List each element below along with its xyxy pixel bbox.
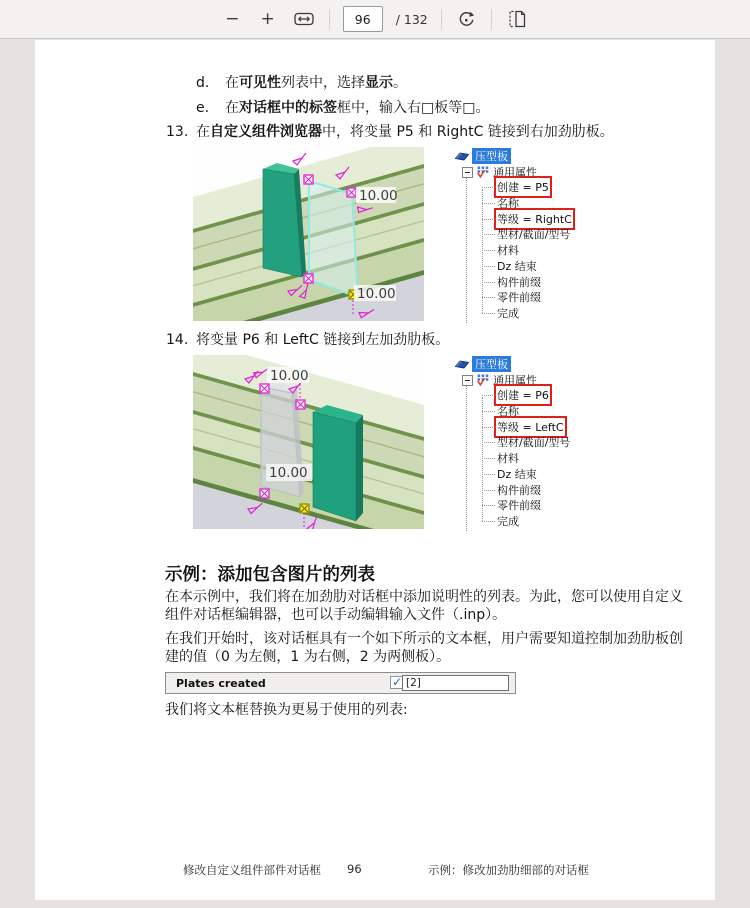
step-text: 框中，输入右□板等□。 — [337, 100, 490, 116]
tree-item-label: 型材/截面/型号 — [497, 228, 571, 241]
tree-item-label: 完成 — [497, 307, 519, 320]
page-view-icon — [507, 10, 527, 28]
dimension-label: 10.00 — [269, 465, 308, 481]
fit-to-width-icon — [294, 11, 314, 27]
step-text-bold: 自定义组件浏览器 — [210, 124, 322, 140]
tree-item — [497, 212, 572, 226]
tree-item-label: 等级 = LeftC — [497, 421, 564, 434]
tree-item — [497, 227, 570, 241]
paragraph-line: 在本示例中，我们将在加劲肋对话框中添加说明性的列表。为此，您可以使用自定义 — [165, 589, 683, 605]
tree-group-label: 通用属性 — [493, 374, 537, 387]
tree-connector — [482, 397, 483, 521]
step-text: 中，将变量 P5 和 RightC 链接到右加劲肋板。 — [322, 124, 614, 140]
fit-to-width-button[interactable] — [292, 9, 316, 29]
component-browser-tree-2 — [455, 357, 635, 533]
plate-icon — [455, 151, 469, 162]
rotate-button[interactable] — [455, 8, 478, 31]
dimension-label: 10.00 — [357, 286, 396, 302]
dimension-label: 10.00 — [270, 368, 309, 384]
step-marker: 14. — [166, 332, 189, 348]
tree-item-label: Dz 结束 — [497, 260, 537, 273]
step-text: 在 — [196, 124, 210, 140]
page-view-button[interactable] — [505, 8, 529, 30]
tree-item — [497, 388, 549, 402]
tree-item-label: 名称 — [497, 197, 519, 210]
tree-item — [497, 259, 537, 273]
tree-item-label: 型材/截面/型号 — [497, 436, 571, 449]
tree-root-label: 压型板 — [472, 148, 511, 164]
collapse-icon — [462, 375, 473, 386]
component-browser-tree-1 — [455, 149, 635, 325]
plates-created-field-image — [165, 672, 516, 694]
step-text: 列表中，选择 — [281, 75, 365, 91]
tree-connector — [482, 189, 483, 313]
tree-root-row — [455, 357, 511, 371]
page-total-label: / 132 — [395, 11, 428, 27]
rotate-icon — [457, 10, 476, 29]
footer-left: 修改自定义组件部件对话框 — [183, 863, 321, 877]
tree-item-label: 名称 — [497, 405, 519, 418]
tree-item — [497, 451, 519, 465]
zoom-in-button[interactable]: + — [256, 9, 278, 30]
tree-root-label: 压型板 — [472, 356, 511, 372]
zoom-out-button[interactable]: − — [221, 9, 243, 30]
step-14 — [166, 332, 449, 349]
toolbar-divider — [441, 9, 442, 30]
tree-item — [497, 196, 519, 210]
document-page — [35, 40, 715, 900]
step-e — [196, 100, 489, 117]
footer-right: 示例：修改加劲肋细部的对话框 — [428, 863, 589, 877]
step-text: 在 — [225, 75, 239, 91]
tree-item — [497, 290, 541, 304]
step-marker: 13. — [166, 124, 189, 140]
tree-item-label: Dz 结束 — [497, 468, 537, 481]
tree-item-label: 构件前缀 — [497, 276, 541, 289]
section-heading: 示例：添加包含图片的列表 — [165, 565, 375, 585]
tree-item — [497, 243, 519, 257]
tree-group-row — [462, 373, 537, 387]
tree-item-label: 构件前缀 — [497, 484, 541, 497]
tree-item — [497, 498, 541, 512]
tree-item — [497, 435, 570, 449]
tree-item — [497, 514, 519, 528]
properties-icon — [477, 166, 489, 178]
tree-item-label: 零件前缀 — [497, 499, 541, 512]
tree-item — [497, 467, 537, 481]
step-text-bold: 对话框中的标签 — [239, 100, 337, 116]
tree-item — [497, 306, 519, 320]
check-glyph: ✓ — [392, 675, 403, 689]
plate-icon — [455, 359, 469, 370]
dimension-label: 10.00 — [359, 188, 398, 204]
tree-connector — [466, 178, 467, 323]
properties-icon — [477, 374, 489, 386]
model-screenshot-right-plate — [193, 147, 424, 321]
field-value-input — [402, 675, 509, 691]
step-text-bold: 显示 — [365, 75, 393, 91]
tree-root-row — [455, 149, 511, 163]
tree-group-label: 通用属性 — [493, 166, 537, 179]
model-screenshot-left-plate — [193, 355, 424, 529]
footer-page-number: 96 — [347, 862, 362, 876]
collapse-icon — [462, 167, 473, 178]
tree-item-label: 等级 = RightC — [497, 213, 572, 226]
step-marker: e. — [196, 100, 210, 116]
tree-item — [497, 180, 549, 194]
tree-item — [497, 420, 564, 434]
paragraph-line: 在我们开始时，该对话框具有一个如下所示的文本框，用户需要知道控制加劲肋板创 — [165, 631, 683, 647]
step-text: 将变量 P6 和 LeftC 链接到左加劲肋板。 — [196, 332, 450, 348]
tree-item — [497, 483, 541, 497]
tree-item-label: 创建 = P5 — [497, 181, 549, 194]
tree-item-label: 材料 — [497, 244, 519, 257]
step-marker: d. — [196, 75, 210, 91]
field-label: Plates created — [176, 677, 266, 690]
page-number-input[interactable] — [343, 6, 383, 32]
paragraph-line: 组件对话框编辑器，也可以手动编辑输入文件（.inp）。 — [165, 607, 507, 623]
step-d — [196, 75, 407, 92]
tree-item — [497, 404, 519, 418]
paragraph-line: 建的值（0 为左侧，1 为右侧，2 为两侧板）。 — [165, 649, 451, 665]
toolbar-divider — [329, 9, 330, 30]
step-text: 。 — [393, 75, 407, 91]
step-13 — [166, 124, 614, 141]
tree-item-label: 创建 = P6 — [497, 389, 549, 402]
step-text: 在 — [225, 100, 239, 116]
tree-item-label: 完成 — [497, 515, 519, 528]
pdf-toolbar — [0, 0, 750, 39]
paragraph-line: 我们将文本框替换为更易于使用的列表: — [165, 702, 408, 718]
tree-item-label: 材料 — [497, 452, 519, 465]
toolbar-divider — [491, 9, 492, 30]
tree-group-row — [462, 165, 537, 179]
tree-item — [497, 275, 541, 289]
tree-connector — [466, 386, 467, 531]
step-text-bold: 可见性 — [239, 75, 281, 91]
tree-item-label: 零件前缀 — [497, 291, 541, 304]
